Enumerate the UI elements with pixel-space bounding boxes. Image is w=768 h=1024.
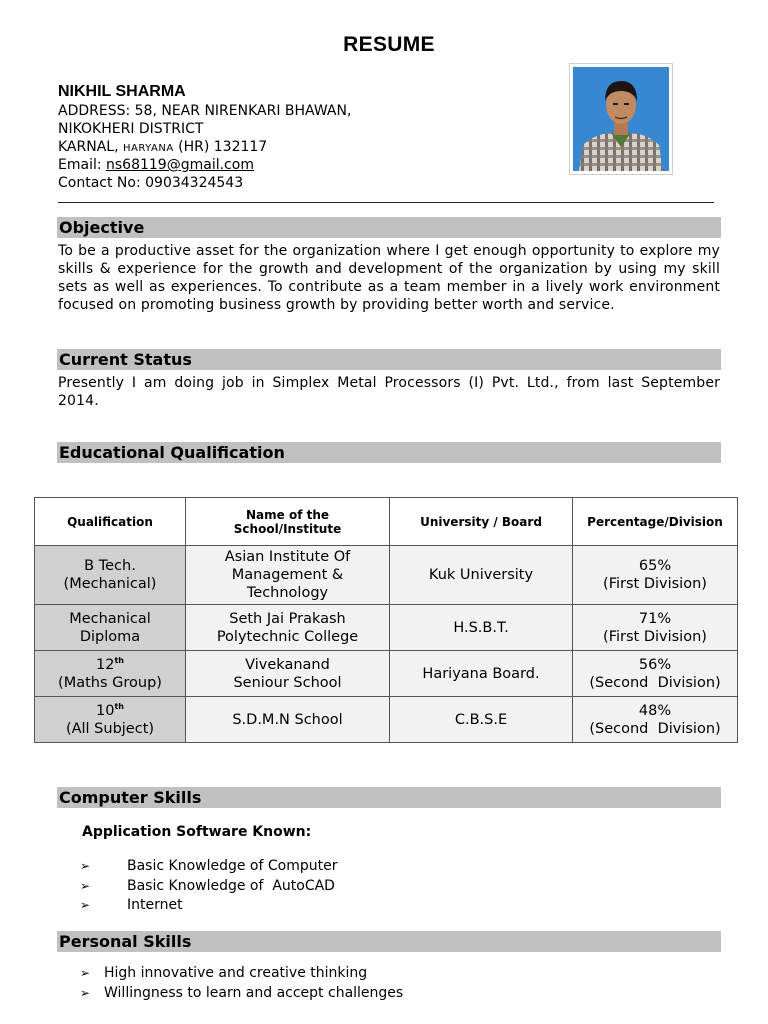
school-cell: Vivekanand Seniour School	[186, 651, 390, 697]
qualification-name: Mechanical	[69, 610, 151, 627]
arrow-bullet-icon: ➢	[80, 859, 91, 873]
candidate-name: NIKHIL SHARMA	[58, 83, 186, 100]
list-item	[80, 877, 337, 897]
arrow-bullet-icon: ➢	[80, 878, 91, 893]
school-cell: Asian Institute Of Management & Technology	[186, 546, 390, 605]
computer-skills-heading: Computer Skills	[57, 787, 721, 808]
board-cell: C.B.S.E	[390, 697, 573, 743]
current-status-text: Presently I am doing job in Simplex Metal Processors (I) Pvt. Ltd., from last September 2014.	[58, 375, 720, 409]
qualification-cell	[35, 546, 186, 605]
qualification-cell	[35, 605, 186, 651]
profile-photo	[569, 63, 673, 175]
qualification-name: B Tech.	[84, 558, 136, 574]
current-status-heading: Current Status	[57, 349, 721, 370]
resume-title: RESUME	[343, 33, 435, 56]
qualification-sup: th	[114, 655, 124, 665]
list-item	[80, 896, 337, 916]
table-header-row	[35, 498, 738, 546]
percentage-value: 48%	[638, 702, 672, 719]
address-line-2: NIKOKHERI DISTRICT	[58, 121, 204, 137]
table-row	[35, 697, 738, 743]
list-item-text: High innovative and creative thinking	[104, 965, 368, 981]
percentage-value: 56%	[638, 656, 672, 673]
personal-skills-list	[80, 964, 403, 1003]
school-cell: S.D.M.N School	[186, 697, 390, 743]
arrow-bullet-icon: ➢	[80, 898, 91, 912]
contact-header	[58, 82, 558, 192]
arrow-bullet-icon: ➢	[80, 985, 91, 1000]
division-value: (First Division)	[603, 576, 707, 592]
personal-skills-heading: Personal Skills	[57, 931, 721, 952]
board-cell: H.S.B.T.	[390, 605, 573, 651]
qualification-sup: th	[114, 701, 124, 711]
address-city: KARNAL,	[58, 139, 123, 155]
column-header-percentage: Percentage/Division	[573, 498, 738, 546]
list-item	[80, 964, 403, 984]
list-item-text: Basic Knowledge of Computer	[127, 858, 338, 874]
address-state: HARYANA	[123, 143, 174, 154]
percentage-cell	[573, 651, 738, 697]
column-header-board: University / Board	[390, 498, 573, 546]
list-item	[80, 857, 337, 877]
qualification-stream: Diploma	[79, 628, 141, 645]
qualification-name: 12	[96, 656, 115, 673]
percentage-cell	[573, 546, 738, 605]
table-row	[35, 605, 738, 651]
division-value: (Second Division)	[589, 674, 721, 691]
qualification-cell	[35, 651, 186, 697]
contact-number: Contact No: 09034324543	[58, 175, 244, 191]
percentage-value: 71%	[638, 610, 672, 627]
school-cell: Seth Jai Prakash Polytechnic College	[186, 605, 390, 651]
list-item	[80, 984, 403, 1004]
table-row	[35, 651, 738, 697]
board-cell: Hariyana Board.	[390, 651, 573, 697]
column-header-qualification: Qualification	[35, 498, 186, 546]
software-list	[80, 857, 337, 916]
qualification-stream: (All Subject)	[65, 720, 155, 737]
percentage-value: 65%	[638, 558, 672, 574]
email-label: Email:	[58, 157, 107, 173]
board-cell: Kuk University	[390, 546, 573, 605]
qualification-stream: (Mechanical)	[63, 576, 157, 592]
division-value: (First Division)	[603, 628, 707, 645]
list-item-text: Basic Knowledge of AutoCAD	[127, 877, 335, 894]
address-line-1: ADDRESS: 58, NEAR NIRENKARI BHAWAN,	[58, 103, 352, 119]
column-header-school: Name of the School/Institute	[186, 498, 390, 546]
qualification-stream: (Maths Group)	[58, 674, 162, 691]
objective-text: To be a productive asset for the organization where I get enough opportunity to explore my skills & experience for the growth and development of the organization by using my skill sets as well as experiences. To contribute as a team member in a lively work environment focused on promoting business growth by providing better worth and service.	[58, 243, 720, 313]
table-row	[35, 546, 738, 605]
list-item-text: Internet	[127, 897, 183, 913]
email-link[interactable]: ns68119@gmail.com	[106, 157, 254, 173]
list-item-text: Willingness to learn and accept challenges	[104, 984, 404, 1001]
education-table	[34, 497, 738, 743]
arrow-bullet-icon: ➢	[80, 966, 91, 980]
profile-photo-image	[573, 67, 669, 171]
software-subheading: Application Software Known:	[82, 824, 312, 840]
address-pin: (HR) 132117	[173, 139, 268, 155]
header-divider	[58, 202, 714, 203]
qualification-name: 10	[96, 702, 115, 719]
percentage-cell	[573, 605, 738, 651]
division-value: (Second Division)	[589, 720, 721, 737]
qualification-cell	[35, 697, 186, 743]
objective-heading: Objective	[57, 217, 721, 238]
percentage-cell	[573, 697, 738, 743]
address-line-3	[58, 138, 558, 156]
email-line	[58, 156, 558, 174]
education-heading: Educational Qualification	[57, 442, 721, 463]
